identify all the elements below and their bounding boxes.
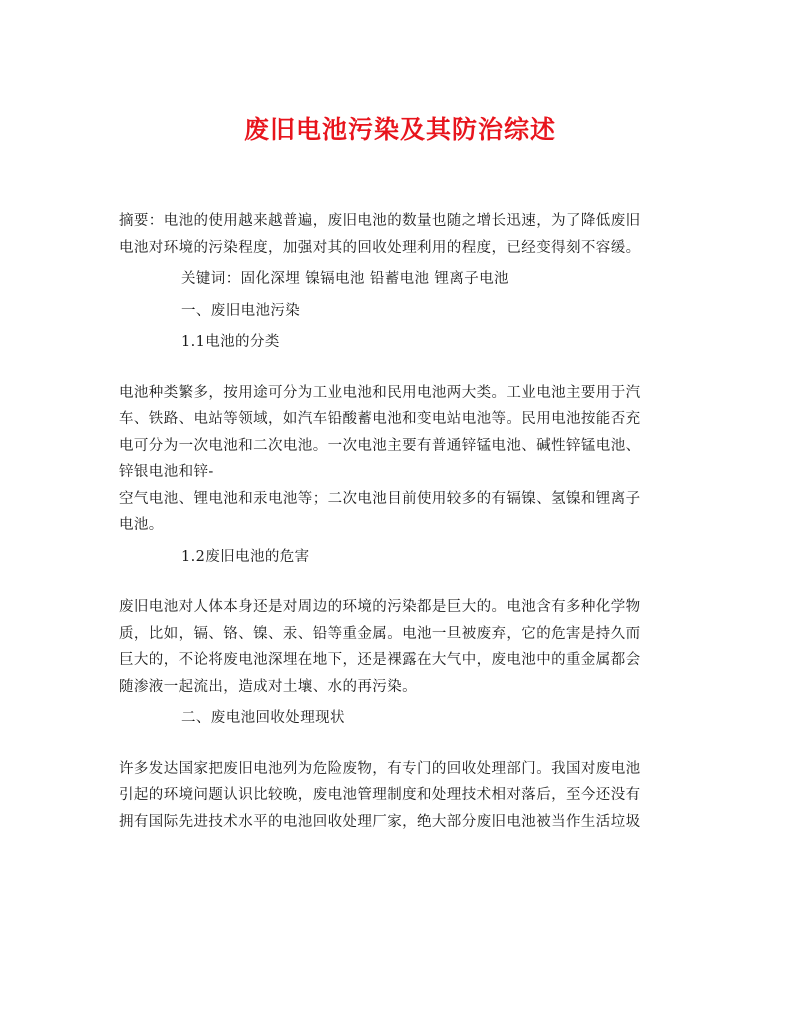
paragraph-line: 电可分为一次电池和二次电池。一次电池主要有普通锌锰电池、碱性锌锰电池、 (119, 437, 641, 454)
paragraph-gap (119, 570, 682, 594)
paragraph-line: 质，比如，镉、铬、镍、汞、铅等重金属。电池一旦被废弃，它的危害是持久而 (119, 625, 641, 642)
paragraph-line: 拥有国际先进技术水平的电池回收处理厂家，绝大部分废旧电池被当作生活垃圾 (119, 813, 641, 830)
paragraph-line: 锌银电池和锌- (119, 464, 214, 480)
paragraph-line: 引起的环境问题认识比较晚，废电池管理制度和处理技术相对落后，至今还没有 (119, 787, 641, 803)
subsection-heading-1-1: 1.1电池的分类 (181, 334, 280, 350)
paragraph-gap (119, 732, 682, 756)
keywords: 关键词：固化深埋 镍镉电池 铅蓄电池 锂离子电池 (181, 271, 509, 287)
paragraph-battery-hazards (119, 594, 682, 700)
paragraph-recycling-status (119, 756, 682, 836)
paragraph-line: 巨大的，不论将废电池深埋在地下，还是裸露在大气中，废电池中的重金属都会 (119, 652, 641, 668)
section-heading-2: 二、废电池回收处理现状 (181, 710, 345, 726)
abstract (119, 208, 682, 261)
paragraph-line: 许多发达国家把废旧电池列为危险废物，有专门的回收处理部门。我国对废电池 (119, 760, 641, 777)
document-body (119, 208, 682, 835)
section-heading-1: 一、废旧电池污染 (181, 302, 301, 319)
paragraph-battery-classification (119, 380, 682, 539)
document-title: 废旧电池污染及其防治综述 (243, 115, 556, 144)
paragraph-gap (119, 356, 682, 380)
abstract-line: 电池对环境的污染程度，加强对其的回收处理利用的程度，已经变得刻不容缓。 (119, 239, 641, 256)
paragraph-line: 电池种类繁多，按用途可分为工业电池和民用电池两大类。工业电池主要用于汽 (119, 384, 641, 401)
paragraph-line: 废旧电池对人体本身还是对周边的环境的污染都是巨大的。电池含有多种化学物 (119, 599, 641, 615)
paragraph-line: 随渗液一起流出，造成对土壤、水的再污染。 (119, 678, 417, 695)
paragraph-line: 空气电池、锂电池和汞电池等；二次电池目前使用较多的有镉镍、氢镍和锂离子 (119, 490, 641, 507)
abstract-line: 摘要：电池的使用越来越普遍，废旧电池的数量也随之增长迅速，为了降低废旧 (119, 213, 641, 229)
subsection-heading-1-2: 1.2废旧电池的危害 (181, 548, 310, 565)
paragraph-line: 电池。 (119, 517, 164, 533)
paragraph-line: 车、铁路、电站等领域，如汽车铅酸蓄电池和变电站电池等。民用电池按能否充 (119, 411, 641, 427)
